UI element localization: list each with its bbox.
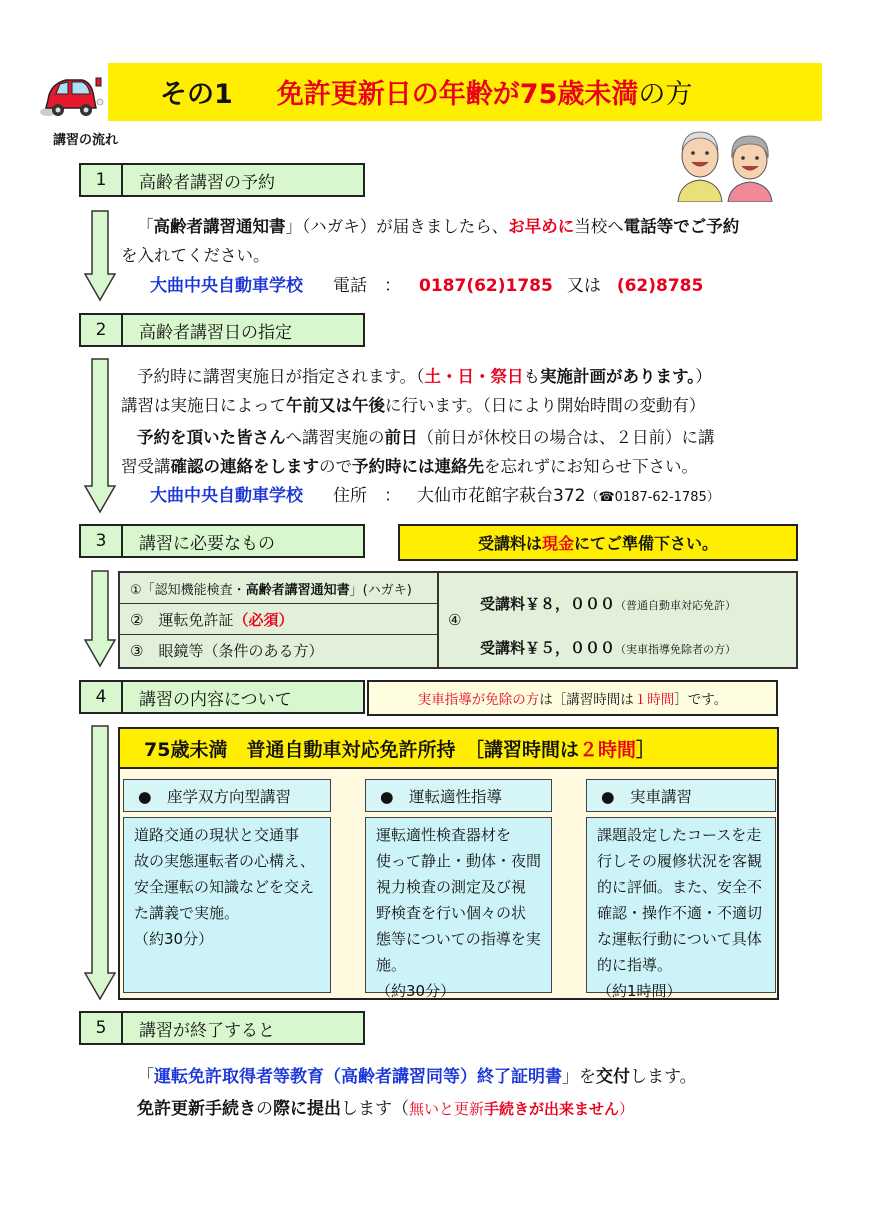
step-number: 3 — [81, 526, 123, 556]
step-label: 講習が終了すると — [139, 1020, 275, 1041]
tel-text: （☎0187-62-1785） — [585, 490, 720, 505]
course-col2-title: ● 運転適性指導 — [365, 779, 552, 812]
step1-contact: 大曲中央自動車学校 電話 ： 0187(62)1785 又は (62)8785 — [150, 276, 704, 296]
fee-standard: 受講料￥８，０００（普通自動車対応免許） — [480, 595, 737, 613]
course-text-line: 態等についての指導を実 — [376, 930, 541, 948]
school-name: 大曲中央自動車学校 — [150, 486, 303, 506]
car-icon — [38, 70, 104, 118]
cash-payment-notice: 受講料は 現金 にてご準備下さい。 — [398, 524, 798, 561]
course-text-line: 施。 — [376, 956, 407, 974]
elderly-couple-icon — [672, 124, 778, 202]
step-number: 5 — [81, 1013, 123, 1043]
title-part-condition: 免許更新日の年齢が — [276, 79, 520, 110]
course-text-line: 道路交通の現状と交通事 — [134, 826, 300, 844]
course-heading: 75歳未満 普通自動車対応免許所持 ［講習時間は ２時間 ］ — [120, 729, 777, 769]
course-col1-title: ● 座学双方向型講習 — [123, 779, 331, 812]
step-label: 高齢者講習日の指定 — [139, 322, 292, 343]
down-arrow-icon — [84, 358, 116, 514]
address-text: 大仙市花館字萩台372 — [417, 486, 586, 506]
course-text-line: 故の実態運転者の心構え、 — [134, 852, 315, 870]
step-number: 4 — [81, 682, 123, 712]
item-row: ② 運転免許証 （必須） — [120, 604, 437, 635]
required-items-table — [118, 571, 798, 669]
step1-line1: 「高齢者講習通知書」（ハガキ）が届きましたら、お早めに当校へ電話等でご予約 — [137, 217, 740, 236]
course-text-line: 的に指導。 — [597, 956, 673, 974]
title-part-number: その1 — [160, 79, 233, 110]
exempt-notice: 実車指導が免除の方 は［講習時間は １時間 ］です。 — [367, 680, 778, 716]
course-text-line: 課題設定したコースを走 — [597, 826, 762, 844]
course-text-line: 視力検査の測定及び視 — [376, 878, 527, 896]
section-label: 講習の流れ — [53, 133, 119, 148]
course-text-line: 野検査を行い個々の状 — [376, 904, 527, 922]
step-number: 1 — [81, 165, 123, 195]
step-2-header — [79, 313, 365, 347]
course-col3-body — [586, 817, 776, 1000]
course-text-line: （約30分） — [134, 930, 214, 948]
column-divider — [437, 573, 439, 667]
step-3-header — [79, 524, 365, 558]
step2-line3: 予約を頂いた皆さんへ講習実施の前日（前日が休校日の場合は、２日前）に講 — [137, 428, 715, 447]
course-text-line: 確認・操作不適・不適切 — [597, 904, 763, 922]
phone-number-alt: (62)8785 — [616, 276, 704, 296]
fee-exempt: 受講料￥５，０００（実車指導免除者の方） — [480, 639, 737, 657]
course-col2-body — [365, 817, 552, 1000]
course-text-line: 使って静止・動体・夜間 — [376, 852, 542, 870]
step-label: 講習の内容について — [139, 689, 292, 710]
item-4-marker: ④ — [448, 611, 462, 629]
step2-line1: 予約時に講習実施日が指定されます。（土・日・祭日も実施計画があります。） — [137, 367, 712, 386]
course-col3-title: ● 実車講習 — [586, 779, 776, 812]
step2-address: 大曲中央自動車学校 住所 ： 大仙市花館字萩台372（☎0187-62-1785） — [150, 486, 720, 506]
step-5-header — [79, 1011, 365, 1045]
course-text-line: 安全運転の知識などを交え — [134, 878, 315, 896]
phone-number: 0187(62)1785 — [419, 276, 553, 296]
course-text-line: （約1時間） — [597, 982, 682, 1000]
down-arrow-icon — [84, 210, 116, 302]
step2-line4: 習受講確認の連絡をしますので予約時には連絡先を忘れずにお知らせ下さい。 — [121, 457, 699, 476]
course-text-line: 行しその履修状況を客観 — [597, 852, 763, 870]
course-text-line: な運転行動について具体 — [597, 930, 762, 948]
title-part-age: 75歳未満 — [519, 79, 639, 110]
down-arrow-icon — [84, 570, 116, 668]
down-arrow-icon — [84, 725, 116, 1001]
course-content-box — [118, 727, 779, 1000]
submission-note: 免許更新手続きの際に提出します（無いと更新手続きが出来ません） — [137, 1099, 635, 1119]
page-title — [160, 72, 692, 111]
step1-line2: を入れてください。 — [121, 246, 270, 265]
course-text-line: （約30分） — [376, 982, 456, 1000]
school-name: 大曲中央自動車学校 — [150, 276, 303, 296]
step2-line2: 講習は実施日によって午前又は午後に行います。（日により開始時間の変動有） — [121, 396, 706, 415]
title-part-suffix: の方 — [638, 79, 693, 110]
step-1-header — [79, 163, 365, 197]
step-number: 2 — [81, 315, 123, 345]
course-text-line: 運転適性検査器材を — [376, 826, 512, 844]
item-row: ③ 眼鏡等（条件のある方） — [130, 642, 324, 660]
course-text-line: 的に評価。また、安全不 — [597, 878, 763, 896]
step-4-header — [79, 680, 365, 714]
course-text-line: た講義で実施。 — [134, 904, 240, 922]
step-label: 高齢者講習の予約 — [139, 172, 275, 193]
step-label: 講習に必要なもの — [139, 533, 275, 554]
certificate-note: 「運転免許取得者等教育（高齢者講習同等）終了証明書」を交付します。 — [137, 1067, 697, 1087]
course-col1-body — [123, 817, 331, 993]
item-row: ①「認知機能検査・ 高齢者講習通知書 」(ハガキ) — [120, 573, 437, 604]
